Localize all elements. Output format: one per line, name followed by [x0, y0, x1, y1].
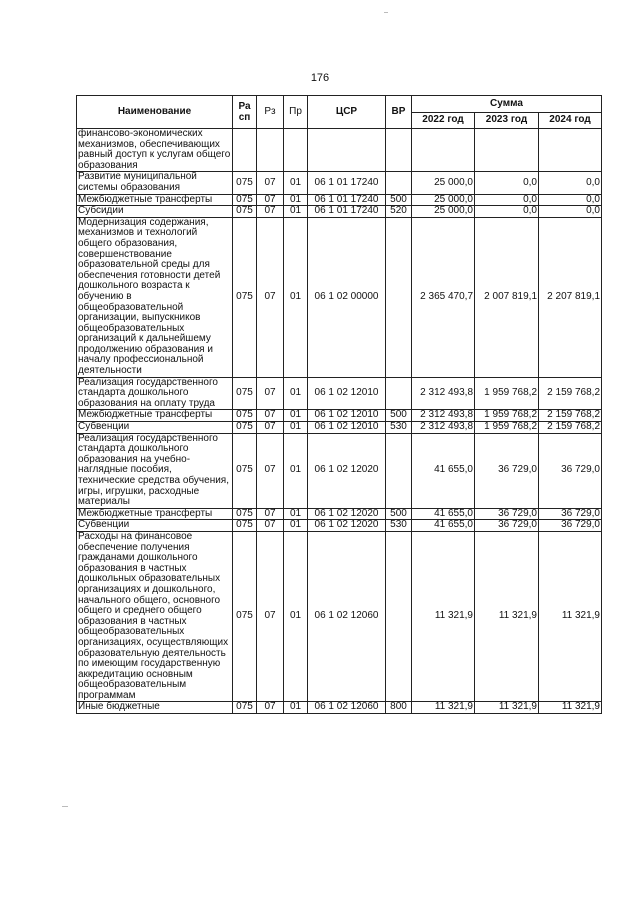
cell-amount-2022: 41 655,0: [412, 433, 475, 508]
cell-amount-2023: 11 321,9: [475, 531, 539, 702]
header-year-2024: 2024 год: [539, 113, 602, 129]
table-row: [77, 194, 602, 206]
cell-name: Субвенции: [77, 422, 233, 434]
cell-pr: 01: [284, 531, 308, 702]
table-row: [77, 217, 602, 377]
cell-amount-2023: 0,0: [475, 206, 539, 218]
cell-csr: 06 1 02 00000: [308, 217, 386, 377]
cell-vr: 520: [386, 206, 412, 218]
cell-name: Расходы на финансовое обеспечение получения гражданами дошкольного образования в частных дошкольных образовательных организациях и дошкольного, начального общего, основного общего и среднего общего образования в частных общеобразовательных организациях, осуществляющих образовательную деятельность по имеющим государственную аккредитацию основным общеобразовательным программам: [77, 531, 233, 702]
cell-amount-2022: 41 655,0: [412, 508, 475, 520]
cell-rasp: 075: [233, 377, 257, 410]
cell-pr: [284, 129, 308, 172]
cell-vr: [386, 433, 412, 508]
cell-pr: 01: [284, 422, 308, 434]
table-row: [77, 433, 602, 508]
cell-pr: 01: [284, 377, 308, 410]
header-name: Наименование: [77, 96, 233, 129]
cell-pr: 01: [284, 702, 308, 714]
scan-mark: [62, 806, 68, 807]
cell-amount-2024: 2 207 819,1: [539, 217, 602, 377]
cell-pr: 01: [284, 433, 308, 508]
cell-name: финансово-экономических механизмов, обеспечивающих равный доступ к услугам общего образования: [77, 129, 233, 172]
cell-vr: [386, 217, 412, 377]
cell-rz: 07: [257, 520, 284, 532]
cell-rz: 07: [257, 377, 284, 410]
cell-csr: 06 1 02 12010: [308, 422, 386, 434]
cell-vr: 500: [386, 194, 412, 206]
cell-csr: 06 1 02 12060: [308, 702, 386, 714]
cell-amount-2022: 2 365 470,7: [412, 217, 475, 377]
cell-amount-2022: 11 321,9: [412, 531, 475, 702]
cell-amount-2023: 0,0: [475, 194, 539, 206]
cell-name: Реализация государственного стандарта дошкольного образования на учебно-наглядные пособия, технические средства обучения, игры, игрушки, расходные материалы: [77, 433, 233, 508]
header-year-2022: 2022 год: [412, 113, 475, 129]
header-pr: Пр: [284, 96, 308, 129]
cell-rasp: 075: [233, 217, 257, 377]
budget-table: [76, 95, 602, 714]
cell-amount-2022: 11 321,9: [412, 702, 475, 714]
cell-pr: 01: [284, 206, 308, 218]
header-vr: ВР: [386, 96, 412, 129]
cell-amount-2022: 25 000,0: [412, 194, 475, 206]
table-row: [77, 520, 602, 532]
cell-rasp: 075: [233, 531, 257, 702]
cell-pr: 01: [284, 194, 308, 206]
table-body: [77, 129, 602, 714]
cell-name: Развитие муниципальной системы образования: [77, 172, 233, 194]
cell-vr: 500: [386, 508, 412, 520]
cell-vr: 500: [386, 410, 412, 422]
table-row: [77, 508, 602, 520]
cell-name: Реализация государственного стандарта дошкольного образования на оплату труда: [77, 377, 233, 410]
cell-csr: 06 1 01 17240: [308, 172, 386, 194]
cell-vr: [386, 129, 412, 172]
cell-rz: 07: [257, 172, 284, 194]
cell-csr: 06 1 02 12020: [308, 520, 386, 532]
cell-rasp: 075: [233, 508, 257, 520]
cell-amount-2023: 1 959 768,2: [475, 410, 539, 422]
cell-amount-2023: 36 729,0: [475, 433, 539, 508]
scan-mark: [384, 12, 388, 13]
header-csr: ЦСР: [308, 96, 386, 129]
cell-vr: [386, 377, 412, 410]
table-row: [77, 422, 602, 434]
cell-rasp: [233, 129, 257, 172]
cell-rasp: 075: [233, 433, 257, 508]
cell-amount-2024: 36 729,0: [539, 433, 602, 508]
cell-rz: 07: [257, 194, 284, 206]
cell-amount-2023: 11 321,9: [475, 702, 539, 714]
cell-rz: 07: [257, 433, 284, 508]
header-sum: Сумма: [412, 96, 602, 113]
cell-name: Межбюджетные трансферты: [77, 410, 233, 422]
cell-rz: 07: [257, 206, 284, 218]
cell-amount-2022: 2 312 493,8: [412, 377, 475, 410]
cell-csr: 06 1 01 17240: [308, 206, 386, 218]
cell-rasp: 075: [233, 520, 257, 532]
cell-amount-2023: 0,0: [475, 172, 539, 194]
cell-amount-2024: 36 729,0: [539, 520, 602, 532]
cell-rz: 07: [257, 410, 284, 422]
cell-amount-2024: [539, 129, 602, 172]
cell-rasp: 075: [233, 172, 257, 194]
cell-rz: 07: [257, 702, 284, 714]
cell-rasp: 075: [233, 194, 257, 206]
table-row: [77, 410, 602, 422]
table-row: [77, 702, 602, 714]
cell-name: Межбюджетные трансферты: [77, 194, 233, 206]
table-row: [77, 129, 602, 172]
cell-amount-2022: 25 000,0: [412, 206, 475, 218]
cell-vr: 800: [386, 702, 412, 714]
cell-amount-2022: [412, 129, 475, 172]
cell-rz: 07: [257, 508, 284, 520]
table-row: [77, 172, 602, 194]
cell-amount-2023: 1 959 768,2: [475, 377, 539, 410]
cell-vr: 530: [386, 520, 412, 532]
cell-pr: 01: [284, 217, 308, 377]
cell-rasp: 075: [233, 410, 257, 422]
cell-amount-2023: 36 729,0: [475, 508, 539, 520]
cell-amount-2023: 36 729,0: [475, 520, 539, 532]
cell-amount-2023: [475, 129, 539, 172]
cell-amount-2024: 0,0: [539, 206, 602, 218]
header-rz: Рз: [257, 96, 284, 129]
cell-csr: 06 1 02 12020: [308, 508, 386, 520]
cell-csr: [308, 129, 386, 172]
cell-amount-2024: 2 159 768,2: [539, 410, 602, 422]
cell-amount-2024: 2 159 768,2: [539, 422, 602, 434]
cell-amount-2024: 36 729,0: [539, 508, 602, 520]
cell-amount-2022: 2 312 493,8: [412, 422, 475, 434]
cell-amount-2024: 2 159 768,2: [539, 377, 602, 410]
cell-rz: 07: [257, 217, 284, 377]
cell-rasp: 075: [233, 702, 257, 714]
header-rasp: Ра сп: [233, 96, 257, 129]
cell-vr: 530: [386, 422, 412, 434]
table-row: [77, 377, 602, 410]
cell-rz: 07: [257, 422, 284, 434]
cell-amount-2024: 11 321,9: [539, 531, 602, 702]
cell-pr: 01: [284, 410, 308, 422]
cell-pr: 01: [284, 172, 308, 194]
cell-name: Субсидии: [77, 206, 233, 218]
cell-csr: 06 1 02 12010: [308, 410, 386, 422]
cell-rasp: 075: [233, 422, 257, 434]
cell-amount-2024: 0,0: [539, 194, 602, 206]
table-row: [77, 531, 602, 702]
cell-amount-2022: 25 000,0: [412, 172, 475, 194]
table-row: [77, 206, 602, 218]
cell-amount-2022: 41 655,0: [412, 520, 475, 532]
cell-pr: 01: [284, 520, 308, 532]
cell-csr: 06 1 02 12010: [308, 377, 386, 410]
cell-csr: 06 1 02 12060: [308, 531, 386, 702]
cell-name: Иные бюджетные: [77, 702, 233, 714]
cell-amount-2024: 11 321,9: [539, 702, 602, 714]
header-year-2023: 2023 год: [475, 113, 539, 129]
cell-pr: 01: [284, 508, 308, 520]
cell-name: Модернизация содержания, механизмов и технологий общего образования, совершенствование образовательной среды для обеспечения готовности детей дошкольного возраста к обучению в общеобразовательной организации, выпускников общеобразовательных организаций к дальнейшему продолжению образования и началу профессиональной деятельности: [77, 217, 233, 377]
cell-vr: [386, 172, 412, 194]
cell-amount-2023: 1 959 768,2: [475, 422, 539, 434]
cell-amount-2024: 0,0: [539, 172, 602, 194]
cell-amount-2023: 2 007 819,1: [475, 217, 539, 377]
cell-csr: 06 1 02 12020: [308, 433, 386, 508]
page-number: 176: [310, 72, 330, 84]
cell-rz: [257, 129, 284, 172]
cell-name: Субвенции: [77, 520, 233, 532]
cell-name: Межбюджетные трансферты: [77, 508, 233, 520]
cell-rz: 07: [257, 531, 284, 702]
cell-amount-2022: 2 312 493,8: [412, 410, 475, 422]
cell-csr: 06 1 01 17240: [308, 194, 386, 206]
cell-vr: [386, 531, 412, 702]
cell-rasp: 075: [233, 206, 257, 218]
